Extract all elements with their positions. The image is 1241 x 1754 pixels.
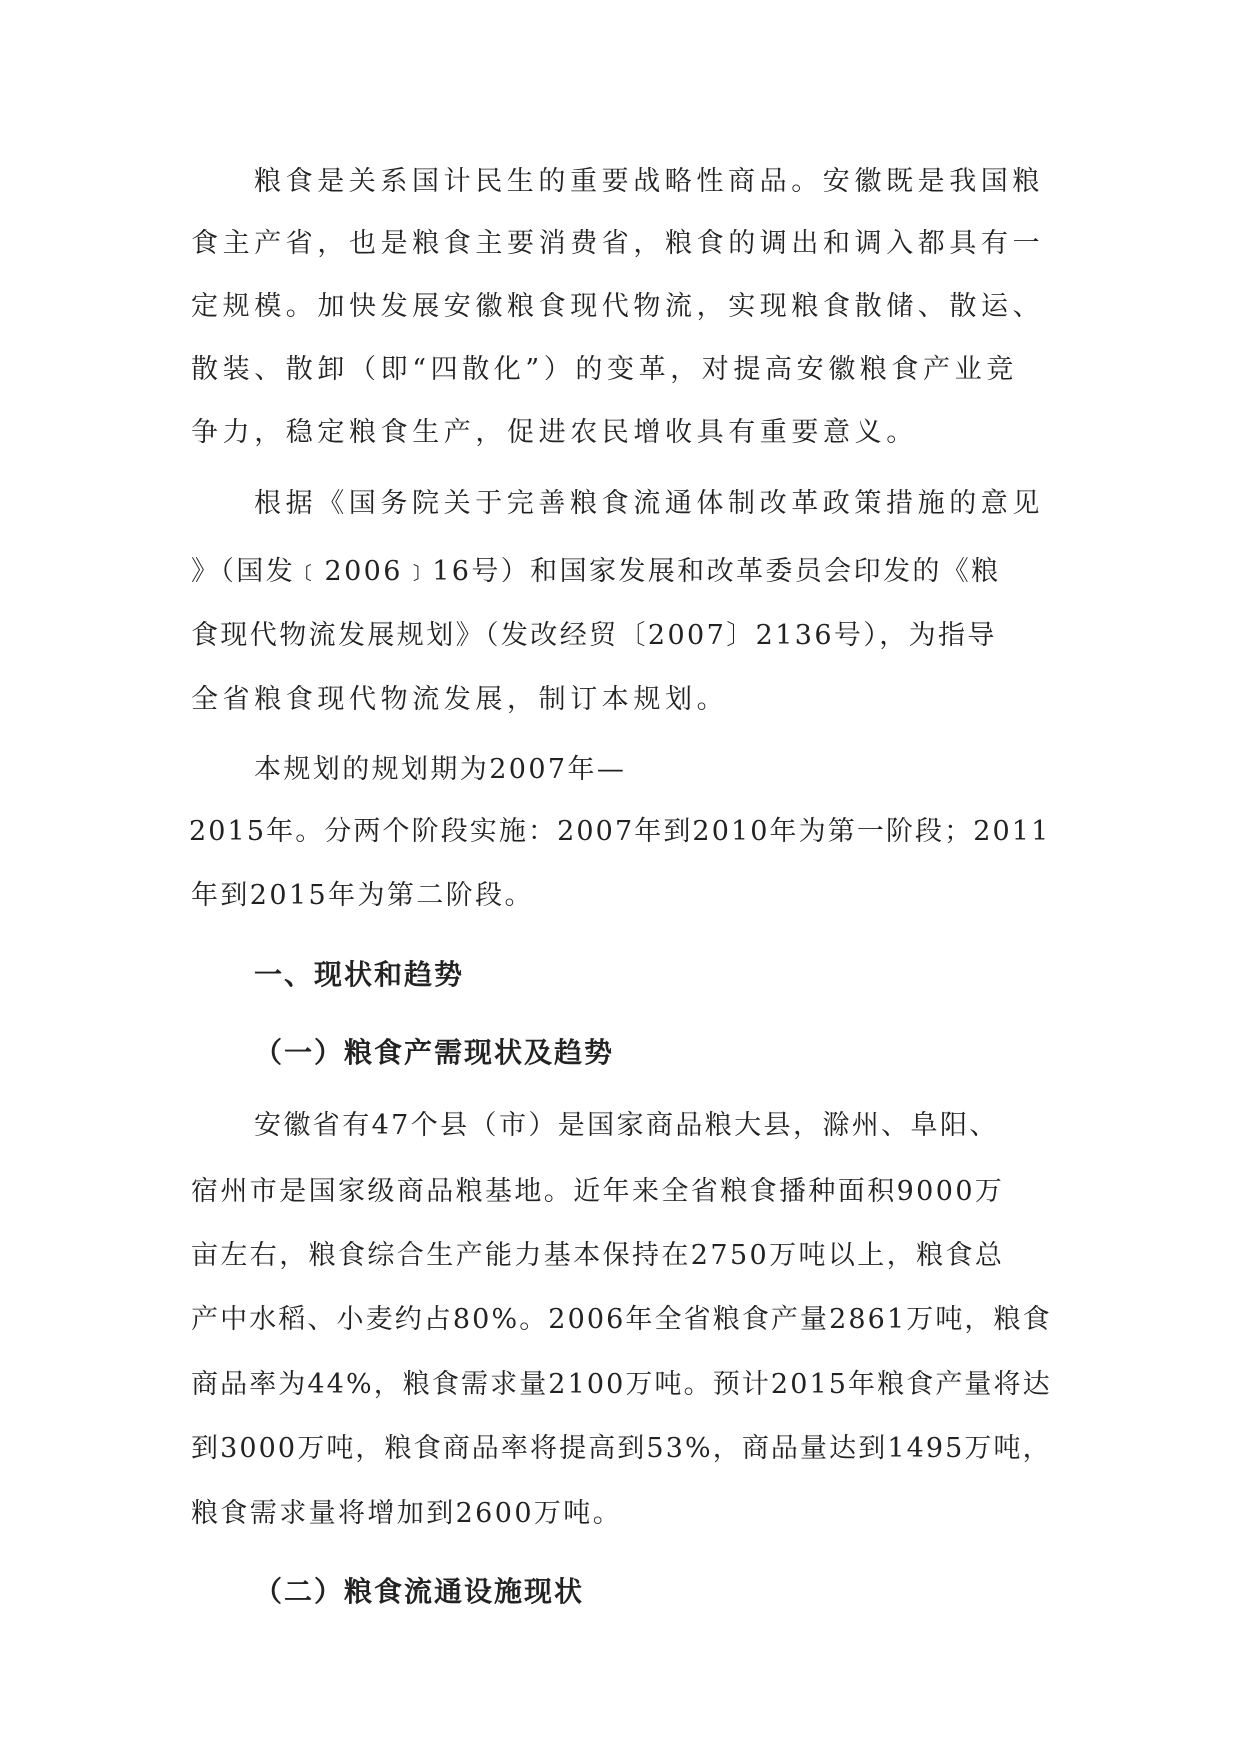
paragraph-line: 定规模。加快发展安徽粮食现代物流，实现粮食散储、散运、: [191, 291, 1045, 322]
paragraph-line: 粮食是关系国计民生的重要战略性商品。安徽既是我国粮: [254, 166, 1044, 197]
paragraph-line: 年到2015年为第二阶段。: [191, 880, 534, 911]
paragraph-line: 粮食需求量将增加到2600万吨。: [191, 1498, 623, 1529]
paragraph-line: 根据《国务院关于完善粮食流通体制改革政策措施的意见: [254, 488, 1044, 519]
paragraph-line: 亩左右，粮食综合生产能力基本保持在2750万吨以上，粮食总: [191, 1240, 1005, 1271]
paragraph-line: 商品率为44%，粮食需求量2100万吨。预计2015年粮食产量将达: [191, 1369, 1052, 1400]
subsection-heading: （一）粮食产需现状及趋势: [254, 1036, 615, 1069]
paragraph-line: 安徽省有47个县（市）是国家商品粮大县，滁州、阜阳、: [254, 1110, 999, 1141]
paragraph-line: 食主产省，也是粮食主要消费省，粮食的调出和调入都具有一: [191, 228, 1045, 259]
paragraph-line: 全省粮食现代物流发展，制订本规划。: [191, 684, 729, 715]
paragraph-line: 争力，稳定粮食生产，促进农民增收具有重要意义。: [191, 417, 918, 448]
paragraph-line: 宿州市是国家级商品粮基地。近年来全省粮食播种面积9000万: [191, 1176, 1005, 1207]
paragraph-line: 食现代物流发展规划》（发改经贸〔2007〕2136号），为指导: [191, 620, 997, 651]
paragraph-line: 》（国发﹝2006﹞16号）和国家发展和改革委员会印发的《粮: [191, 556, 1001, 587]
paragraph-line: 到3000万吨，粮食商品率将提高到53%，商品量达到1495万吨，: [191, 1433, 1052, 1464]
paragraph-line: 本规划的规划期为2007年—: [254, 754, 627, 785]
paragraph-line: 2015年。分两个阶段实施：2007年到2010年为第一阶段；2011: [189, 816, 1051, 847]
subsection-heading: （二）粮食流通设施现状: [254, 1575, 585, 1608]
paragraph-line: 散装、散卸（即“四散化”）的变革，对提高安徽粮食产业竞: [191, 354, 1018, 385]
paragraph-line: 产中水稻、小麦约占80%。2006年全省粮食产量2861万吨，粮食: [191, 1304, 1052, 1335]
section-heading: 一、现状和趋势: [254, 958, 465, 991]
